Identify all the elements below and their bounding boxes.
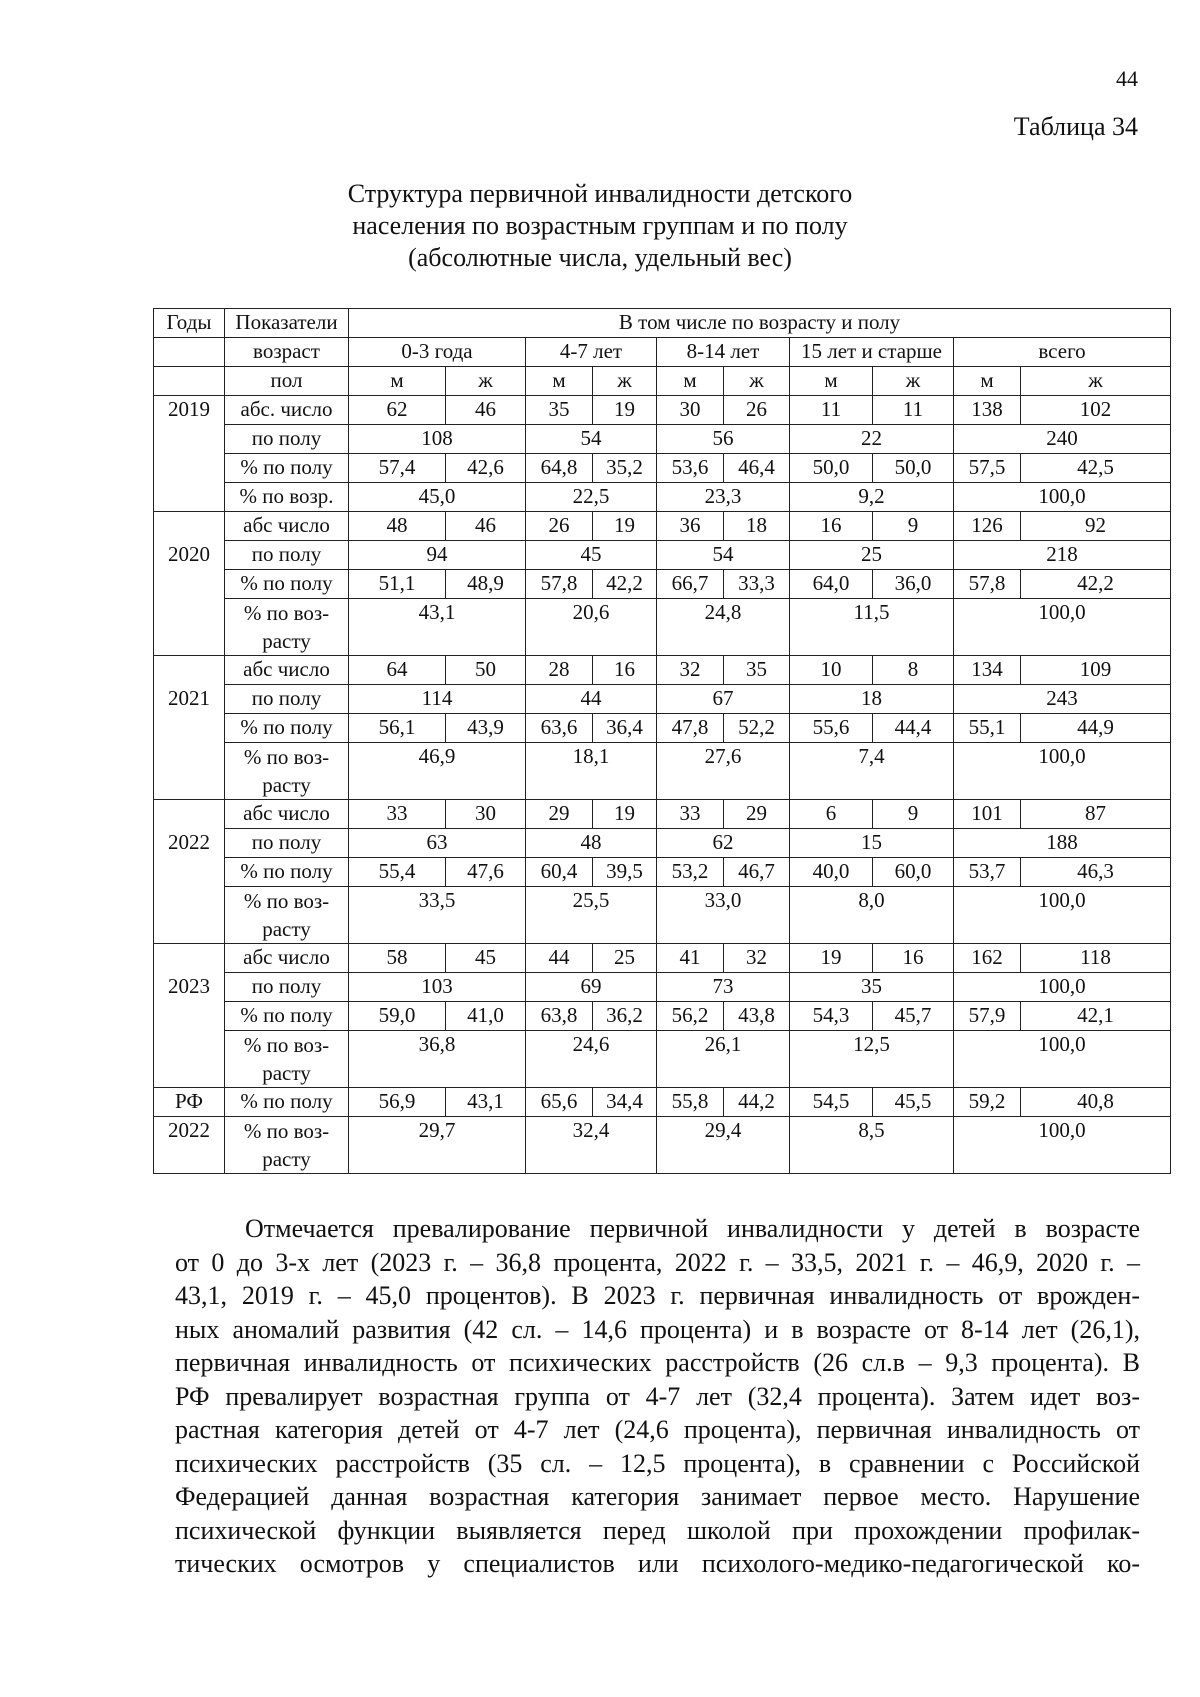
year-cell [154,599,225,656]
value-cell: 41,0 [446,1002,526,1031]
merged-value-cell: 15 [790,829,954,858]
value-cell: 35,2 [593,454,657,483]
paragraph-line: психических расстройств (35 сл. – 12,5 процента), в сравнении с Российской [175,1448,1140,1478]
header-age-group: 4-7 лет [526,338,657,367]
indicator-label: % по полу [225,570,349,599]
year-cell [154,425,225,454]
indicator-label: % по воз-расту [225,743,349,800]
value-cell: 36,0 [873,570,954,599]
value-cell: 43,9 [446,714,526,743]
value-cell: 29 [724,800,790,829]
merged-value-cell: 25,5 [526,887,657,944]
value-cell: 50,0 [873,454,954,483]
header-age-group: 0-3 года [349,338,526,367]
merged-value-cell: 103 [349,973,526,1002]
header-sex: м [526,367,593,396]
title-line: (абсолютные числа, удельный вес) [408,243,792,272]
year-cell: 2022 [154,1117,225,1174]
table-row [154,714,1171,743]
value-cell: 46,4 [724,454,790,483]
value-cell: 26 [526,512,593,541]
value-cell: 33,3 [724,570,790,599]
value-cell: 102 [1021,396,1171,425]
table-label: Таблица 34 [1013,112,1138,141]
value-cell: 8 [873,656,954,685]
value-cell: 32 [724,944,790,973]
merged-value-cell: 27,6 [657,743,790,800]
merged-value-cell: 100,0 [954,599,1171,656]
merged-value-cell: 43,1 [349,599,526,656]
value-cell: 57,8 [526,570,593,599]
merged-value-cell: 100,0 [954,743,1171,800]
table-row [154,454,1171,483]
merged-value-cell: 114 [349,685,526,714]
table-row [154,570,1171,599]
merged-value-cell: 20,6 [526,599,657,656]
title-line: населения по возрастным группам и по полу [352,211,848,240]
indicator-label: % по полу [225,858,349,887]
table-row [154,1031,1171,1088]
value-cell: 57,5 [954,454,1021,483]
year-cell [154,944,225,973]
value-cell: 36,2 [593,1002,657,1031]
value-cell: 56,9 [349,1088,446,1117]
header-age-group: 8-14 лет [657,338,790,367]
merged-value-cell: 45,0 [349,483,526,512]
value-cell: 55,8 [657,1088,724,1117]
merged-value-cell: 100,0 [954,483,1171,512]
value-cell: 19 [593,800,657,829]
header-sex: м [349,367,446,396]
table-row [154,973,1171,1002]
table-row [154,425,1171,454]
merged-value-cell: 100,0 [954,887,1171,944]
merged-value-cell: 8,5 [790,1117,954,1174]
paragraph-line: Федерацией данная возрастная категория занимает первое место. Нарушение [175,1482,1140,1511]
merged-value-cell: 12,5 [790,1031,954,1088]
merged-value-cell: 24,6 [526,1031,657,1088]
paragraph-line: психической функции выявляется перед школой при прохождении профилак- [175,1515,1140,1545]
value-cell: 48,9 [446,570,526,599]
indicator-label: по полу [225,973,349,1002]
value-cell: 43,1 [446,1088,526,1117]
value-cell: 46 [446,396,526,425]
indicator-label: % по полу [225,1088,349,1117]
merged-value-cell: 54 [526,425,657,454]
value-cell: 56,1 [349,714,446,743]
year-cell [154,858,225,887]
value-cell: 92 [1021,512,1171,541]
value-cell: 138 [954,396,1021,425]
paragraph-line: ных аномалий развития (42 сл. – 14,6 процента) и в возрасте от 8-14 лет (26,1), [175,1314,1140,1344]
value-cell: 54,5 [790,1088,873,1117]
value-cell: 44,9 [1021,714,1171,743]
value-cell: 6 [790,800,873,829]
value-cell: 41 [657,944,724,973]
table-row [154,944,1171,973]
header-indicators: Показатели [225,309,349,338]
table-row [154,829,1171,858]
value-cell: 57,4 [349,454,446,483]
merged-value-cell: 33,5 [349,887,526,944]
value-cell: 43,8 [724,1002,790,1031]
indicator-label: по полу [225,685,349,714]
table-row [154,656,1171,685]
table-row [154,512,1171,541]
value-cell: 60,0 [873,858,954,887]
table-title [0,178,1200,274]
merged-value-cell: 11,5 [790,599,954,656]
header-empty [154,367,225,396]
table-row [154,887,1171,944]
header-sex: ж [1021,367,1171,396]
value-cell: 44 [526,944,593,973]
table-row [154,800,1171,829]
value-cell: 55,1 [954,714,1021,743]
merged-value-cell: 44 [526,685,657,714]
value-cell: 53,2 [657,858,724,887]
year-cell: 2020 [154,541,225,570]
indicator-label: по полу [225,425,349,454]
year-cell [154,743,225,800]
value-cell: 26 [724,396,790,425]
merged-value-cell: 22,5 [526,483,657,512]
header-sex: м [954,367,1021,396]
year-cell [154,800,225,829]
merged-value-cell: 67 [657,685,790,714]
value-cell: 46,7 [724,858,790,887]
value-cell: 39,5 [593,858,657,887]
value-cell: 42,2 [1021,570,1171,599]
year-cell [154,454,225,483]
table-row [154,541,1171,570]
value-cell: 54,3 [790,1002,873,1031]
paragraph-line: 43,1, 2019 г. – 45,0 процентов). В 2023 г. первичная инвалидность от врожден- [175,1281,1140,1310]
value-cell: 11 [790,396,873,425]
value-cell: 19 [593,512,657,541]
merged-value-cell: 69 [526,973,657,1002]
merged-value-cell: 94 [349,541,526,570]
merged-value-cell: 29,7 [349,1117,526,1174]
merged-value-cell: 25 [790,541,954,570]
merged-value-cell: 73 [657,973,790,1002]
header-row [154,309,1171,338]
value-cell: 44,4 [873,714,954,743]
value-cell: 16 [873,944,954,973]
merged-value-cell: 108 [349,425,526,454]
merged-value-cell: 62 [657,829,790,858]
indicator-label: по полу [225,829,349,858]
value-cell: 55,4 [349,858,446,887]
value-cell: 46 [446,512,526,541]
merged-value-cell: 29,4 [657,1117,790,1174]
indicator-label: абс число [225,512,349,541]
year-cell: 2022 [154,829,225,858]
year-cell [154,1002,225,1031]
table-row [154,483,1171,512]
year-cell [154,483,225,512]
value-cell: 65,6 [526,1088,593,1117]
value-cell: 50 [446,656,526,685]
value-cell: 29 [526,800,593,829]
header-age-label: возраст [225,338,349,367]
merged-value-cell: 63 [349,829,526,858]
year-cell [154,887,225,944]
table-row [154,1088,1171,1117]
header-sex: м [657,367,724,396]
header-group: В том числе по возрасту и полу [349,309,1171,338]
merged-value-cell: 100,0 [954,1117,1171,1174]
value-cell: 10 [790,656,873,685]
value-cell: 134 [954,656,1021,685]
title-line: Структура первичной инвалидности детского [347,179,853,208]
value-cell: 45,7 [873,1002,954,1031]
merged-value-cell: 240 [954,425,1171,454]
header-sex: ж [873,367,954,396]
merged-value-cell: 48 [526,829,657,858]
table-row [154,1117,1171,1174]
paragraph-line: тических осмотров у специалистов или психолого-медико-педагогической ко- [175,1549,1140,1578]
value-cell: 47,8 [657,714,724,743]
value-cell: 42,6 [446,454,526,483]
value-cell: 64 [349,656,446,685]
year-cell [154,570,225,599]
value-cell: 36 [657,512,724,541]
value-cell: 51,1 [349,570,446,599]
value-cell: 48 [349,512,446,541]
value-cell: 50,0 [790,454,873,483]
merged-value-cell: 218 [954,541,1171,570]
value-cell: 64,0 [790,570,873,599]
value-cell: 58 [349,944,446,973]
value-cell: 101 [954,800,1021,829]
value-cell: 25 [593,944,657,973]
value-cell: 118 [1021,944,1171,973]
value-cell: 40,8 [1021,1088,1171,1117]
header-age-group: 15 лет и старше [790,338,954,367]
merged-value-cell: 26,1 [657,1031,790,1088]
year-cell [154,714,225,743]
merged-value-cell: 100,0 [954,1031,1171,1088]
indicator-label: % по воз-расту [225,1117,349,1174]
indicator-label: абс. число [225,396,349,425]
year-cell: 2023 [154,973,225,1002]
merged-value-cell: 33,0 [657,887,790,944]
value-cell: 55,6 [790,714,873,743]
indicator-label: % по полу [225,714,349,743]
value-cell: 45,5 [873,1088,954,1117]
value-cell: 56,2 [657,1002,724,1031]
merged-value-cell: 100,0 [954,973,1171,1002]
year-cell [154,512,225,541]
indicator-label: % по полу [225,1002,349,1031]
header-sex-row [154,367,1171,396]
value-cell: 109 [1021,656,1171,685]
value-cell: 63,8 [526,1002,593,1031]
value-cell: 59,0 [349,1002,446,1031]
disability-structure-table [153,308,1171,1174]
value-cell: 18 [724,512,790,541]
header-years: Годы [154,309,225,338]
value-cell: 42,1 [1021,1002,1171,1031]
value-cell: 30 [657,396,724,425]
value-cell: 42,5 [1021,454,1171,483]
header-sex: ж [593,367,657,396]
year-cell: 2021 [154,685,225,714]
paragraph-line: растная категория детей от 4-7 лет (24,6 процента), первичная инвалидность от [175,1415,1140,1444]
value-cell: 9 [873,512,954,541]
value-cell: 66,7 [657,570,724,599]
table-row [154,396,1171,425]
value-cell: 33 [657,800,724,829]
value-cell: 46,3 [1021,858,1171,887]
value-cell: 60,4 [526,858,593,887]
merged-value-cell: 9,2 [790,483,954,512]
value-cell: 162 [954,944,1021,973]
value-cell: 59,2 [954,1088,1021,1117]
table-row [154,685,1171,714]
value-cell: 36,4 [593,714,657,743]
page-number: 44 [1116,66,1138,91]
value-cell: 35 [724,656,790,685]
value-cell: 35 [526,396,593,425]
value-cell: 9 [873,800,954,829]
value-cell: 42,2 [593,570,657,599]
value-cell: 87 [1021,800,1171,829]
table-row [154,599,1171,656]
value-cell: 45 [446,944,526,973]
year-cell [154,1031,225,1088]
table-row [154,743,1171,800]
year-cell: 2019 [154,396,225,425]
value-cell: 16 [593,656,657,685]
header-age-group: всего [954,338,1171,367]
header-sex-label: пол [225,367,349,396]
paragraph-line: первичная инвалидность от психических расстройств (26 сл.в – 9,3 процента). В [175,1348,1140,1377]
merged-value-cell: 35 [790,973,954,1002]
value-cell: 126 [954,512,1021,541]
indicator-label: % по воз-расту [225,1031,349,1088]
value-cell: 53,7 [954,858,1021,887]
header-sex: ж [446,367,526,396]
value-cell: 33 [349,800,446,829]
merged-value-cell: 54 [657,541,790,570]
merged-value-cell: 7,4 [790,743,954,800]
merged-value-cell: 23,3 [657,483,790,512]
value-cell: 64,8 [526,454,593,483]
header-sex: ж [724,367,790,396]
year-cell [154,656,225,685]
value-cell: 19 [790,944,873,973]
value-cell: 16 [790,512,873,541]
value-cell: 53,6 [657,454,724,483]
merged-value-cell: 45 [526,541,657,570]
indicator-label: абс число [225,800,349,829]
indicator-label: % по возр. [225,483,349,512]
value-cell: 40,0 [790,858,873,887]
value-cell: 28 [526,656,593,685]
indicator-label: % по воз-расту [225,887,349,944]
value-cell: 11 [873,396,954,425]
indicator-label: % по воз-расту [225,599,349,656]
header-sex: м [790,367,873,396]
value-cell: 52,2 [724,714,790,743]
value-cell: 63,6 [526,714,593,743]
indicator-label: % по полу [225,454,349,483]
merged-value-cell: 188 [954,829,1171,858]
paragraph-line: от 0 до 3-х лет (2023 г. – 36,8 процента, 2022 г. – 33,5, 2021 г. – 46,9, 2020 г. – [175,1247,1140,1277]
merged-value-cell: 18,1 [526,743,657,800]
value-cell: 44,2 [724,1088,790,1117]
merged-value-cell: 243 [954,685,1171,714]
body-paragraph [175,1212,1140,1581]
merged-value-cell: 46,9 [349,743,526,800]
value-cell: 57,8 [954,570,1021,599]
value-cell: 47,6 [446,858,526,887]
paragraph-line: Отмечается превалирование первичной инвалидности у детей в возрасте [245,1214,1140,1243]
merged-value-cell: 36,8 [349,1031,526,1088]
indicator-label: абс число [225,656,349,685]
value-cell: 32 [657,656,724,685]
table-row [154,858,1171,887]
merged-value-cell: 56 [657,425,790,454]
value-cell: 30 [446,800,526,829]
indicator-label: по полу [225,541,349,570]
value-cell: 62 [349,396,446,425]
merged-value-cell: 22 [790,425,954,454]
merged-value-cell: 24,8 [657,599,790,656]
value-cell: 34,4 [593,1088,657,1117]
header-age-row [154,338,1171,367]
value-cell: 19 [593,396,657,425]
value-cell: 57,9 [954,1002,1021,1031]
merged-value-cell: 32,4 [526,1117,657,1174]
merged-value-cell: 8,0 [790,887,954,944]
paragraph-line: РФ превалирует возрастная группа от 4-7 лет (32,4 процента). Затем идет воз- [175,1381,1140,1411]
table-row [154,1002,1171,1031]
year-cell: РФ [154,1088,225,1117]
merged-value-cell: 18 [790,685,954,714]
indicator-label: абс число [225,944,349,973]
header-empty [154,338,225,367]
